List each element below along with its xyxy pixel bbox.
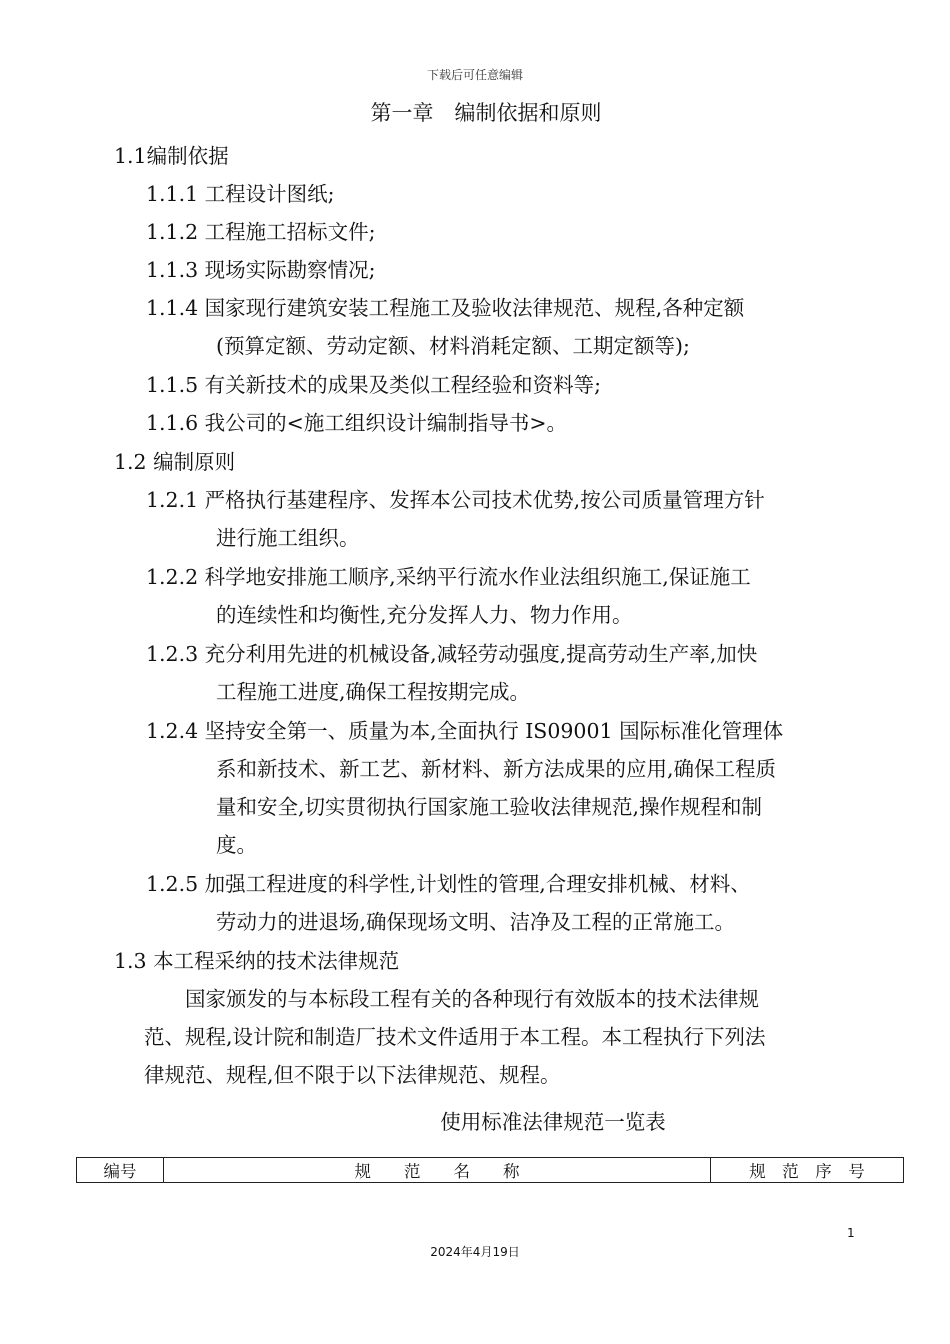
list-item-continuation: 劳动力的进退场,确保现场文明、洁净及工程的正常施工。 — [216, 910, 736, 934]
list-item-continuation: 的连续性和均衡性,充分发挥人力、物力作用。 — [216, 603, 633, 627]
paragraph-line: 律规范、规程,但不限于以下法律规范、规程。 — [144, 1063, 561, 1087]
column-header-code: 规 范 序 号 — [711, 1158, 904, 1183]
chapter-title: 第一章 编制依据和原则 — [370, 101, 602, 125]
paragraph-line: 范、规程,设计院和制造厂技术文件适用于本工程。本工程执行下列法 — [144, 1025, 766, 1049]
list-item-continuation: 度。 — [216, 833, 257, 857]
table-header-row — [77, 1158, 904, 1183]
list-item: 1.2.2 科学地安排施工顺序,采纳平行流水作业法组织施工,保证施工 — [146, 565, 751, 589]
section-heading: 1.2 编制原则 — [114, 450, 236, 474]
list-item: 1.2.1 严格执行基建程序、发挥本公司技术优势,按公司质量管理方针 — [146, 488, 765, 512]
list-item: 1.2.3 充分利用先进的机械设备,减轻劳动强度,提高劳动生产率,加快 — [146, 642, 758, 666]
column-header-name: 规 范 名 称 — [164, 1158, 711, 1183]
table-title: 使用标准法律规范一览表 — [440, 1110, 666, 1134]
list-item-continuation: 量和安全,切实贯彻执行国家施工验收法律规范,操作规程和制 — [216, 795, 763, 819]
list-item-continuation: 系和新技术、新工艺、新材料、新方法成果的应用,确保工程质 — [216, 757, 777, 781]
list-item: 1.1.6 我公司的<施工组织设计编制指导书>。 — [146, 411, 568, 435]
list-item: 1.1.4 国家现行建筑安装工程施工及验收法律规范、规程,各种定额 — [146, 296, 745, 320]
list-item-continuation: (预算定额、劳动定额、材料消耗定额、工期定额等); — [216, 334, 690, 358]
column-header-number: 编号 — [77, 1158, 164, 1183]
list-item: 1.1.5 有关新技术的成果及类似工程经验和资料等; — [146, 373, 602, 397]
footer-date: 2024年4月19日 — [430, 1245, 520, 1259]
page-header: 下载后可任意编辑 — [426, 68, 523, 82]
page-number: 1 — [847, 1226, 855, 1240]
paragraph-line: 国家颁发的与本标段工程有关的各种现行有效版本的技术法律规 — [144, 987, 759, 1011]
list-item: 1.2.5 加强工程进度的科学性,计划性的管理,合理安排机械、材料、 — [146, 872, 751, 896]
list-item: 1.1.1 工程设计图纸; — [146, 182, 335, 206]
list-item: 1.2.4 坚持安全第一、质量为本,全面执行 IS09001 国际标准化管理体 — [146, 719, 784, 743]
section-heading: 1.3 本工程采纳的技术法律规范 — [114, 949, 400, 973]
list-item-continuation: 工程施工进度,确保工程按期完成。 — [216, 680, 531, 704]
section-heading: 1.1编制依据 — [114, 144, 229, 168]
list-item: 1.1.2 工程施工招标文件; — [146, 220, 376, 244]
list-item: 1.1.3 现场实际勘察情况; — [146, 258, 376, 282]
list-item-continuation: 进行施工组织。 — [216, 526, 360, 550]
standards-table — [76, 1157, 904, 1183]
